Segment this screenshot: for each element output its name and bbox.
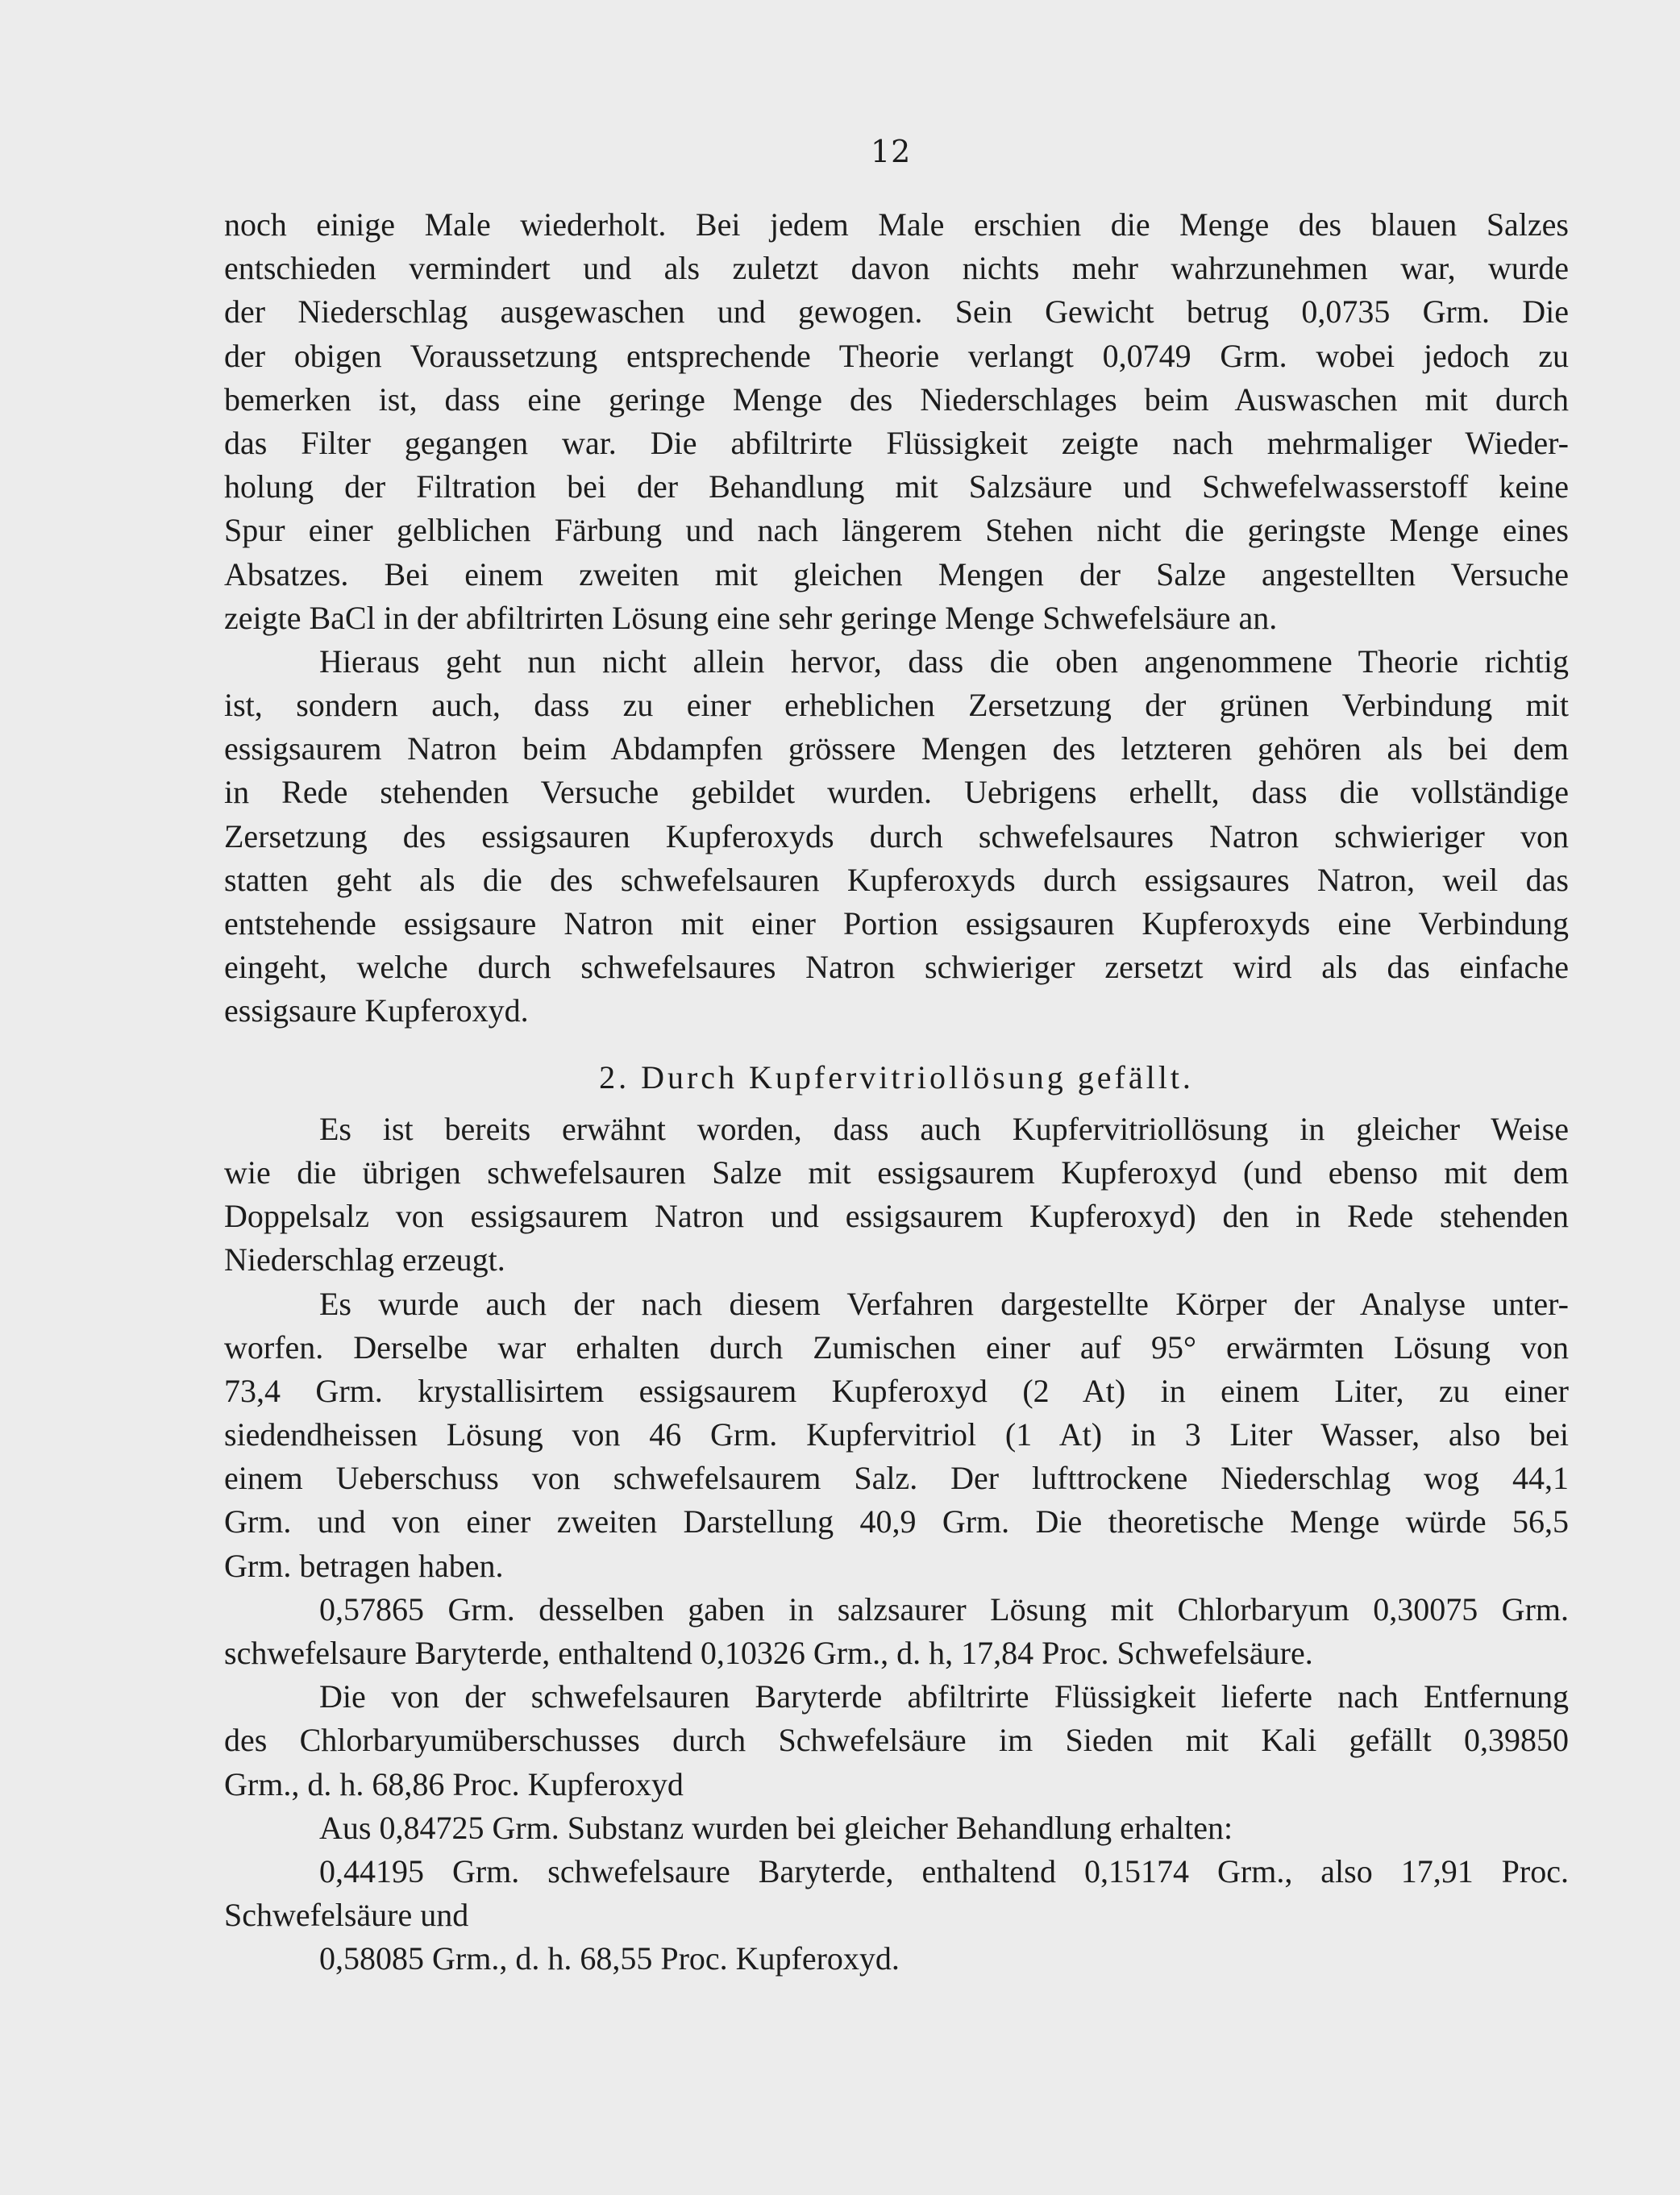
text-line: 0,44195 Grm. schwefelsaure Baryterde, enthaltend 0,15174 Grm., also 17,91 Proc. — [319, 1852, 1569, 1889]
text-line: schwefelsaure Baryterde, enthaltend 0,10326 Grm., d. h, 17,84 Proc. Schwefelsäure. — [224, 1635, 1313, 1671]
text-line: Spur einer gelblichen Färbung und nach längerem Stehen nicht die geringste Menge eines — [224, 512, 1569, 549]
text-line: Grm., d. h. 68,86 Proc. Kupferoxyd — [224, 1765, 684, 1802]
section-heading: 2. Durch Kupfervitriollösung gefällt. — [599, 1058, 1194, 1095]
text-line: Grm. betragen haben. — [224, 1547, 504, 1584]
text-line: Grm. und von einer zweiten Darstellung 40,9 Grm. Die theoretische Menge würde 56,5 — [224, 1503, 1569, 1540]
text-line: ist, sondern auch, dass zu einer erheblichen Zersetzung der grünen Verbindung mit — [224, 687, 1569, 724]
text-line: Aus 0,84725 Grm. Substanz wurden bei gleicher Behandlung erhalten: — [319, 1809, 1233, 1846]
text-line: Absatzes. Bei einem zweiten mit gleichen Mengen der Salze angestellten Versuche — [224, 555, 1569, 592]
text-line: 0,57865 Grm. desselben gaben in salzsaurer Lösung mit Chlorbaryum 0,30075 Grm. — [319, 1590, 1569, 1628]
paragraph-5 — [224, 1588, 1569, 1675]
text-line: in Rede stehenden Versuche gebildet wurden. Uebrigens erhellt, dass die vollständige — [224, 774, 1569, 811]
text-line: wie die übrigen schwefelsauren Salze mit essigsaurem Kupferoxyd (und ebenso mit dem — [224, 1154, 1569, 1191]
text-line: Schwefelsäure und — [224, 1897, 469, 1934]
text-line: essigsaurem Natron beim Abdampfen grössere Mengen des letzteren gehören als bei dem — [224, 730, 1569, 767]
text-line: Die von der schwefelsauren Baryterde abfiltrirte Flüssigkeit lieferte nach Entfernung — [319, 1678, 1569, 1715]
paragraph-6 — [224, 1675, 1569, 1806]
paragraph-8 — [224, 1850, 1569, 1937]
text-line: entschieden vermindert und als zuletzt davon nichts mehr wahrzunehmen war, wurde — [224, 250, 1569, 287]
text-line: das Filter gegangen war. Die abfiltrirte Flüssigkeit zeigte nach mehrmaliger Wieder- — [224, 424, 1569, 461]
text-line: der obigen Voraussetzung entsprechende Theorie verlangt 0,0749 Grm. wobei jedoch zu — [224, 337, 1569, 374]
text-line: einem Ueberschuss von schwefelsaurem Salz. Der lufttrockene Niederschlag wog 44,1 — [224, 1460, 1569, 1497]
text-line: statten geht als die des schwefelsauren Kupferoxyds durch essigsaures Natron, weil das — [224, 861, 1569, 898]
text-line: Niederschlag erzeugt. — [224, 1241, 505, 1278]
paragraph-7 — [224, 1806, 1569, 1850]
text-line: 73,4 Grm. krystallisirtem essigsaurem Kupferoxyd (2 At) in einem Liter, zu einer — [224, 1372, 1569, 1409]
text-line: Hieraus geht nun nicht allein hervor, dass die oben angenommene Theorie richtig — [319, 642, 1569, 680]
page-number: 12 — [871, 134, 912, 169]
text-line: siedendheissen Lösung von 46 Grm. Kupfervitriol (1 At) in 3 Liter Wasser, also bei — [224, 1416, 1569, 1453]
paragraph-2 — [224, 640, 1569, 1033]
text-line: Doppelsalz von essigsaurem Natron und essigsaurem Kupferoxyd) den in Rede stehenden — [224, 1198, 1569, 1235]
text-line: Zersetzung des essigsauren Kupferoxyds durch schwefelsaures Natron schwieriger von — [224, 817, 1569, 854]
text-line: essigsaure Kupferoxyd. — [224, 992, 529, 1029]
text-line: Es wurde auch der nach diesem Verfahren dargestellte Körper der Analyse unter- — [319, 1285, 1569, 1322]
text-line: zeigte BaCl in der abfiltrirten Lösung eine sehr geringe Menge Schwefelsäure an. — [224, 599, 1278, 636]
text-line: der Niederschlag ausgewaschen und gewogen. Sein Gewicht betrug 0,0735 Grm. Die — [224, 293, 1569, 330]
body-text — [224, 203, 1569, 1981]
paragraph-1 — [224, 203, 1569, 640]
text-line: holung der Filtration bei der Behandlung mit Salzsäure und Schwefelwasserstoff keine — [224, 468, 1569, 505]
text-line: eingeht, welche durch schwefelsaures Natron schwieriger zersetzt wird als das einfache — [224, 949, 1569, 986]
paragraph-4 — [224, 1282, 1569, 1588]
text-line: entstehende essigsaure Natron mit einer Portion essigsauren Kupferoxyds eine Verbindung — [224, 905, 1569, 942]
paragraph-3 — [224, 1108, 1569, 1282]
text-line: des Chlorbaryumüberschusses durch Schwefelsäure im Sieden mit Kali gefällt 0,39850 — [224, 1722, 1569, 1759]
text-line: bemerken ist, dass eine geringe Menge des Niederschlages beim Auswaschen mit durch — [224, 380, 1569, 418]
text-line: Es ist bereits erwähnt worden, dass auch Kupfervitriollösung in gleicher Weise — [319, 1110, 1569, 1147]
paragraph-9 — [224, 1937, 1569, 1981]
text-line: noch einige Male wiederholt. Bei jedem Male erschien die Menge des blauen Salzes — [224, 206, 1569, 243]
text-line: 0,58085 Grm., d. h. 68,55 Proc. Kupferoxyd. — [319, 1940, 900, 1977]
text-line: worfen. Derselbe war erhalten durch Zumischen einer auf 95° erwärmten Lösung von — [224, 1328, 1569, 1366]
